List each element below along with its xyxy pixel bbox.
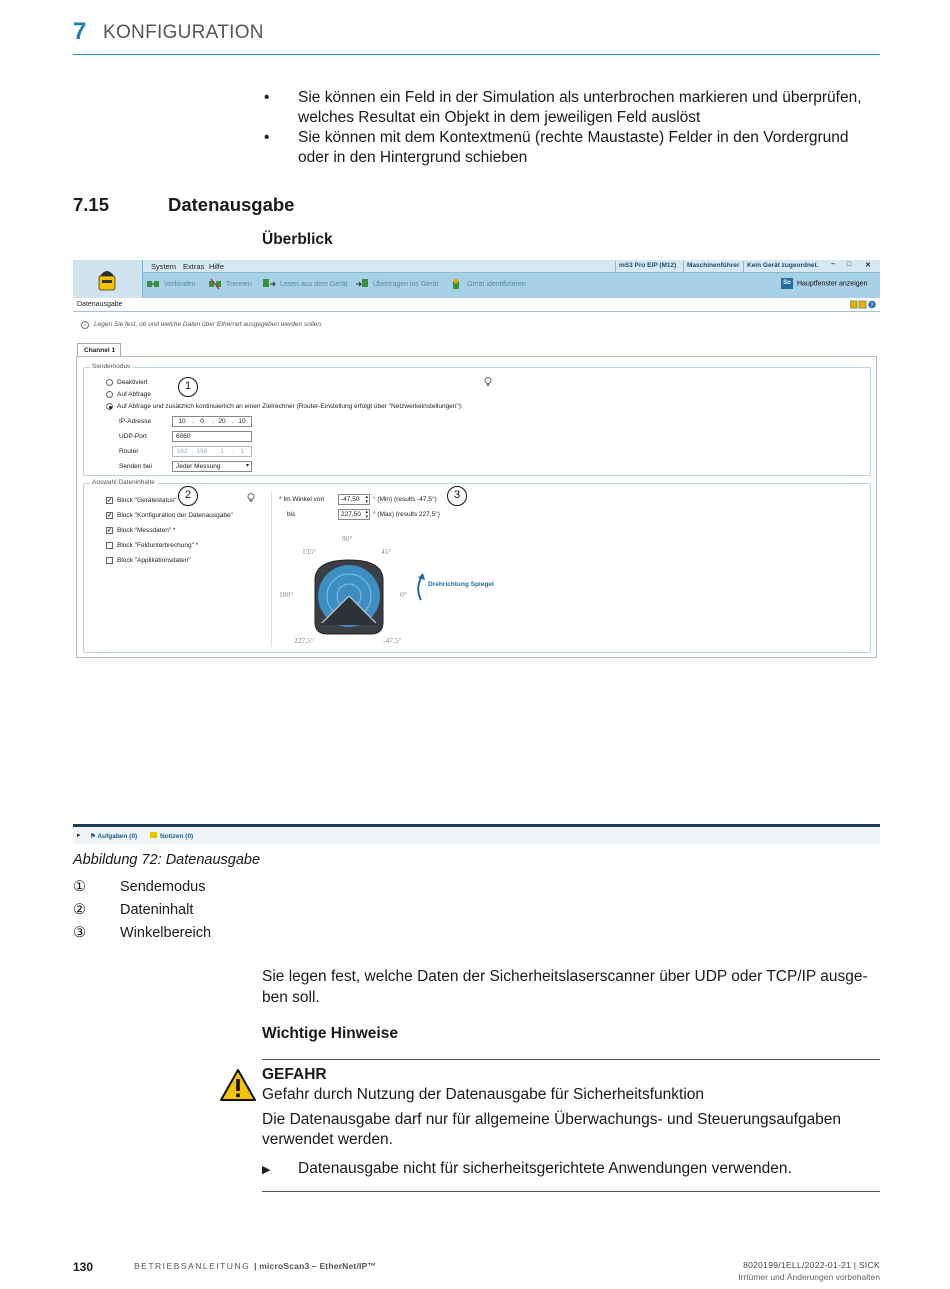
- identify-label: Gerät identifizieren: [467, 280, 526, 288]
- read-label: Lesen aus dem Gerät: [280, 280, 348, 288]
- radio-auf-abfrage[interactable]: [106, 391, 151, 398]
- deg-227-5: 227,5°: [294, 636, 314, 645]
- info-icon: i: [81, 321, 89, 329]
- bullet-list: [262, 88, 882, 168]
- ip-seg: 192: [176, 448, 188, 455]
- device-status: mS3 Pro EIP (M12): [615, 261, 679, 272]
- angle-from-label: * Im Winkel von: [279, 496, 325, 503]
- tasks-label: Aufgaben (0): [97, 833, 138, 840]
- main-window-icon: So: [781, 278, 793, 289]
- chevron-down-icon: ▾: [245, 463, 249, 469]
- checkbox-label: Block "Feldunterbrechung" *: [117, 542, 199, 550]
- connect-icon: [146, 278, 160, 290]
- danger-text: Die Datenausgabe darf nur für allgemeine Überwachungs- und Steuerungsaufgaben verwendet werden.: [262, 1111, 842, 1148]
- checkbox-checked[interactable]: ✓: [107, 528, 113, 534]
- legend-text: Dateninhalt: [120, 902, 194, 918]
- senden-bei-label: Senden bei: [119, 463, 152, 470]
- expand-arrow-icon[interactable]: ▸: [77, 832, 81, 839]
- callout-2: 2: [178, 486, 198, 506]
- deg-90: 90°: [342, 534, 353, 543]
- angle-to-note: ° (Max) (results 227,5°): [373, 511, 440, 518]
- ip-seg: 168: [196, 448, 208, 455]
- notes-tab[interactable]: [150, 832, 193, 840]
- write-label: Übertragen ins Gerät: [373, 280, 439, 288]
- danger-subtitle: Gefahr durch Nutzung der Datenausgabe für Sicherheitsfunktion: [262, 1086, 705, 1103]
- important-notes-heading: Wichtige Hinweise: [262, 1025, 398, 1042]
- radio-label: Auf Abfrage und zusätzlich kontinuierlich an einen Zielrechner (Router-Einstellung erfolgt über "Netzwerkeinstellungen"):: [117, 403, 463, 411]
- spin-value: 227,50: [341, 511, 361, 518]
- write-to-device-button[interactable]: [355, 278, 438, 290]
- device-assignment: Kein Gerät zugeordnet.: [743, 261, 822, 272]
- deg-45: 45°: [381, 547, 392, 556]
- page-title: Datenausgabe: [77, 301, 123, 308]
- radio-button[interactable]: [106, 379, 113, 386]
- chapter-title: KONFIGURATION: [103, 22, 264, 43]
- subheading: Überblick: [262, 231, 333, 248]
- router-label: Router: [119, 448, 139, 455]
- section-number: 7.15: [73, 194, 110, 215]
- checkbox-checked[interactable]: ✓: [107, 498, 113, 504]
- chapter-number: 7: [73, 18, 87, 45]
- ip-seg: 0: [200, 418, 204, 425]
- minimize-button[interactable]: –: [831, 261, 835, 268]
- legend-item: [73, 902, 193, 918]
- page-tools: [850, 300, 876, 311]
- software-screenshot: [73, 260, 880, 844]
- deg-180: 180°: [279, 590, 294, 599]
- bottom-status-bar: [73, 824, 880, 844]
- angle-to-input[interactable]: [338, 509, 370, 520]
- legend-item: [73, 879, 205, 895]
- checkbox-unchecked[interactable]: [106, 557, 113, 564]
- identify-device-icon: [449, 278, 463, 290]
- identify-device-button[interactable]: [449, 278, 526, 290]
- radio-deaktiviert[interactable]: [106, 379, 148, 386]
- checkbox-label: Block "Messdaten" *: [117, 527, 176, 535]
- spinner-arrows-icon[interactable]: ▴ ▾: [365, 509, 368, 520]
- deg-0: 0°: [400, 590, 407, 599]
- warning-triangle-icon: [219, 1068, 257, 1102]
- select-value: Jeder Messung: [176, 463, 221, 470]
- divider: [271, 492, 272, 647]
- list-item: • Sie können mit dem Kontextmenü (rechte Maustaste) Felder in den Vordergrund oder in den Hintergrund schieben: [262, 128, 882, 168]
- ip-seg: 10: [178, 418, 186, 425]
- block-applikationsdaten[interactable]: [106, 557, 191, 564]
- radio-button[interactable]: [106, 391, 113, 398]
- menu-hilfe[interactable]: Hilfe: [209, 262, 225, 271]
- callout-3: 3: [447, 486, 467, 506]
- legend-text: Winkelbereich: [120, 925, 212, 941]
- legend-number: ③: [73, 925, 86, 941]
- scanner-field-graphic: [309, 558, 389, 636]
- doc-prefix: BETRIEBSANLEITUNG: [134, 1261, 251, 1271]
- disconnect-button[interactable]: [208, 278, 252, 290]
- deg-minus-47-5: -47,5°: [383, 636, 402, 645]
- write-device-icon: [355, 278, 369, 290]
- menu-bar: [143, 260, 880, 273]
- danger-title: GEFAHR: [262, 1066, 327, 1083]
- checkbox-checked[interactable]: ✓: [107, 513, 113, 519]
- info-hint: [81, 321, 323, 329]
- ip-address-field[interactable]: 10 . 0 . 20 . 10: [172, 416, 252, 427]
- block-messdaten[interactable]: [106, 527, 175, 534]
- read-device-icon: [262, 278, 276, 290]
- help-bulb-icon[interactable]: [247, 493, 255, 503]
- legend-item: [73, 925, 211, 941]
- senden-bei-select[interactable]: [172, 461, 252, 472]
- note-icon: [150, 832, 157, 838]
- radio-label: Auf Abfrage: [117, 391, 151, 399]
- action-arrow-icon: ▶: [262, 1164, 271, 1176]
- rotation-label: Drehrichtung Spiegel: [428, 581, 494, 588]
- document-id: 8020199/1ELL/2022-01-21 | SICK: [743, 1260, 880, 1270]
- action-text: Datenausgabe nicht für sicherheitsgerichtete Anwendungen verwenden.: [298, 1160, 792, 1177]
- router-field: 192 . 168 . 1 . 1: [172, 446, 252, 457]
- angle-from-note: ° (Min) (results -47,5°): [373, 496, 437, 503]
- close-button[interactable]: ✕: [865, 262, 871, 269]
- divider: [262, 1191, 880, 1192]
- body-paragraph: Sie legen fest, welche Daten der Sicherheitslaserscanner über UDP oder TCP/IP ausge-ben soll.: [262, 968, 868, 1006]
- legend-number: ②: [73, 902, 86, 918]
- help-bulb-icon[interactable]: [484, 377, 492, 387]
- document-title: [134, 1261, 376, 1271]
- callout-1: 1: [178, 377, 198, 397]
- sendemodus-title: Sendemodus: [92, 363, 131, 370]
- udp-port-field[interactable]: 6060: [172, 431, 252, 442]
- angle-from-input[interactable]: [338, 494, 370, 505]
- menu-system[interactable]: System: [151, 262, 177, 271]
- danger-action: [262, 1160, 792, 1178]
- block-konfiguration[interactable]: [106, 512, 233, 519]
- maximize-button[interactable]: □: [846, 261, 852, 268]
- show-main-window-button[interactable]: [781, 278, 867, 289]
- connect-label: Verbinden: [164, 280, 196, 288]
- radio-auf-abfrage-kontinuierlich[interactable]: [106, 403, 463, 410]
- radio-label: Deaktiviert: [117, 379, 148, 387]
- disconnect-label: Trennen: [226, 280, 252, 288]
- section-title: Datenausgabe: [168, 194, 295, 215]
- legend-text: Sendemodus: [120, 879, 206, 895]
- list-item: • Sie können ein Feld in der Simulation als unterbrochen markieren und überprüfen, welches Resultat ein Objekt in dem jeweiligen Feld auslöst: [262, 88, 882, 128]
- ip-seg: 1: [220, 448, 224, 455]
- legend-number: ①: [73, 879, 86, 895]
- notes-label: Notizen (0): [160, 833, 194, 840]
- page-title-bar: [73, 298, 880, 312]
- tasks-tab[interactable]: [90, 832, 137, 840]
- disclaimer: Irrtümer und Änderungen vorbehalten: [738, 1272, 880, 1282]
- page-tool-icons[interactable]: [850, 300, 876, 309]
- checkbox-label: Block "Gerätestatus": [117, 497, 177, 505]
- ip-seg: 10: [238, 418, 246, 425]
- spin-value: -47,50: [341, 496, 360, 503]
- tab-panel: [76, 356, 877, 658]
- scanner-device-icon: [97, 266, 117, 292]
- udp-port-label: UDP-Port: [119, 433, 147, 440]
- divider: [262, 1059, 880, 1060]
- checkbox-label: Block "Applikationsdaten": [117, 557, 191, 565]
- block-geraetestatus[interactable]: [106, 497, 177, 504]
- menu-extras[interactable]: Extras: [183, 262, 205, 271]
- sendemodus-group: [83, 363, 871, 476]
- chapter-header: [73, 18, 880, 55]
- rotation-arrow-icon: [413, 572, 427, 602]
- scanner-logo: [73, 260, 143, 298]
- svg-text:?: ?: [870, 302, 874, 309]
- read-from-device-button[interactable]: [262, 278, 347, 290]
- checkbox-label: Block "Konfiguration der Datenausgabe": [117, 512, 233, 520]
- deg-135: 135°: [302, 547, 317, 556]
- user-level: Maschinenführer: [683, 261, 742, 272]
- main-window-label: Hauptfenster anzeigen: [797, 280, 868, 288]
- block-feldunterbrechung[interactable]: [106, 542, 198, 549]
- ip-seg: 1: [240, 448, 244, 455]
- tab-channel-1[interactable]: Channel 1: [77, 343, 121, 356]
- checkbox-unchecked[interactable]: [106, 542, 113, 549]
- angle-to-label: bis: [287, 511, 296, 518]
- ip-label: IP-Adresse: [119, 418, 152, 425]
- disconnect-icon: [208, 278, 222, 290]
- spinner-arrows-icon[interactable]: ▴ ▾: [365, 494, 368, 505]
- auswahl-group: [83, 479, 871, 653]
- figure-caption: Abbildung 72: Datenausgabe: [73, 852, 261, 868]
- flag-icon: ⚑: [90, 833, 98, 840]
- auswahl-title: Auswahl Dateninhalte: [92, 479, 155, 486]
- info-text: Legen Sie fest, ob und welche Daten über Ethernet ausgegeben werden sollen.: [94, 321, 323, 328]
- ip-seg: 20: [218, 418, 226, 425]
- radio-button-selected[interactable]: [106, 403, 113, 410]
- connect-button[interactable]: [146, 278, 196, 290]
- doc-product: | microScan3 – EtherNet/IP™: [254, 1261, 377, 1271]
- page-number: 130: [73, 1260, 94, 1274]
